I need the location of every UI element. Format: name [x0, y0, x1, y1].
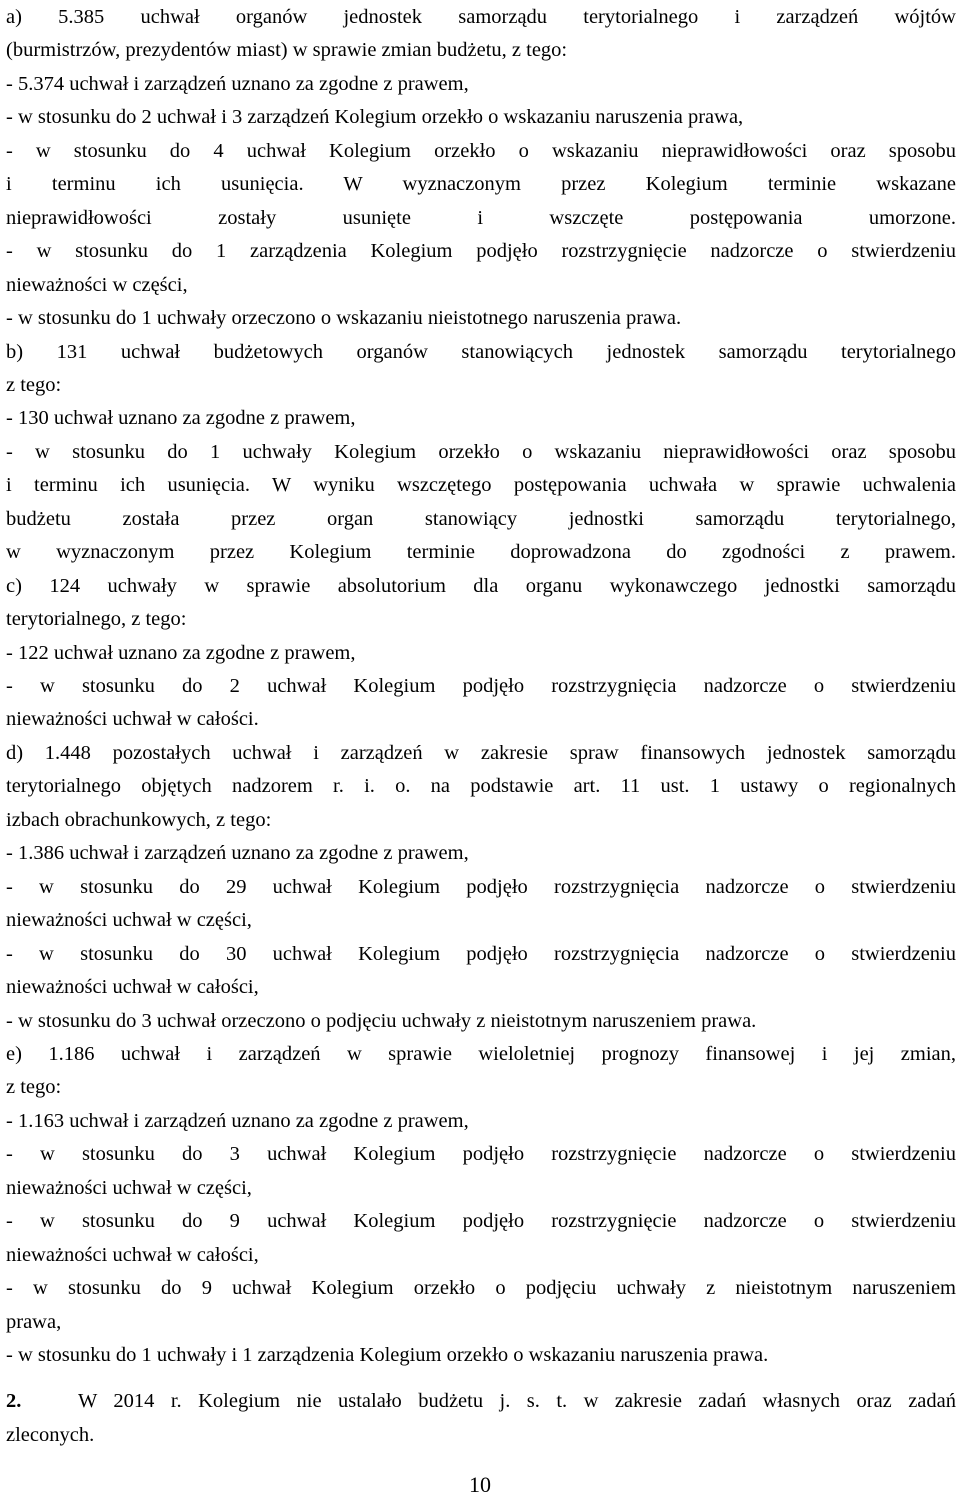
text-line: nieważności uchwał w całości, [6, 1243, 259, 1266]
text-line: - 5.374 uchwał i zarządzeń uznano za zgodne z prawem, [6, 72, 469, 95]
text-line: - w stosunku do 30 uchwał Kolegium podjęło rozstrzygnięcia nadzorcze o stwierdzeniu [6, 942, 956, 965]
text-line: nieważności uchwał w części, [6, 909, 252, 932]
text-line: - w stosunku do 9 uchwał Kolegium orzekło o podjęciu uchwały z nieistotnym naruszeniem [6, 1277, 956, 1300]
text-line: - w stosunku do 29 uchwał Kolegium podjęło rozstrzygnięcia nadzorcze o stwierdzeniu [6, 875, 956, 898]
text-line: prawa, [6, 1310, 62, 1333]
text-line: - w stosunku do 9 uchwał Kolegium podjęło rozstrzygnięcie nadzorcze o stwierdzeniu [6, 1210, 956, 1233]
text-line: nieważności uchwał w części, [6, 1176, 252, 1199]
text-line: - w stosunku do 3 uchwał Kolegium podjęło rozstrzygnięcie nadzorcze o stwierdzeniu [6, 1143, 956, 1166]
text-line: nieprawidłowości zostały usunięte i wszczęte postępowania umorzone. [6, 206, 956, 229]
text-line: terytorialnego objętych nadzorem r. i. o. na podstawie art. 11 ust. 1 ustawy o regionalnych [6, 775, 956, 798]
section-2-text: W 2014 r. Kolegium nie ustalało budżetu j. s. t. w zakresie zadań własnych oraz zadań [78, 1390, 956, 1412]
text-line: (burmistrzów, prezydentów miast) w sprawie zmian budżetu, z tego: [6, 39, 568, 62]
page-number: 10 [469, 1472, 491, 1497]
text-line: z tego: [6, 373, 62, 396]
text-line: d) 1.448 pozostałych uchwał i zarządzeń w zakresie spraw finansowych jednostek samorządu [6, 741, 956, 764]
text-line: - 1.163 uchwał i zarządzeń uznano za zgodne z prawem, [6, 1109, 469, 1132]
text-line: c) 124 uchwały w sprawie absolutorium dla organu wykonawczego jednostki samorządu [6, 574, 956, 597]
text-line: - 1.386 uchwał i zarządzeń uznano za zgodne z prawem, [6, 842, 469, 865]
text-line: - w stosunku do 3 uchwał orzeczono o podjęciu uchwały z nieistotnym naruszeniem prawa. [6, 1009, 757, 1032]
text-line: - w stosunku do 1 uchwały orzeczono o wskazaniu nieistotnego naruszenia prawa. [6, 307, 682, 330]
section-2-continuation: zleconych. [6, 1424, 95, 1446]
text-line: - w stosunku do 1 zarządzenia Kolegium podjęło rozstrzygnięcie nadzorcze o stwierdzeniu [6, 240, 956, 263]
text-line: - w stosunku do 2 uchwał Kolegium podjęło rozstrzygnięcia nadzorcze o stwierdzeniu [6, 675, 956, 697]
text-line: nieważności uchwał w całości, [6, 976, 259, 999]
text-line: nieważności w części, [6, 273, 188, 296]
text-line: - w stosunku do 1 uchwały i 1 zarządzenia Kolegium orzekło o wskazaniu naruszenia prawa. [6, 1344, 769, 1366]
text-line: - w stosunku do 4 uchwał Kolegium orzekło o wskazaniu nieprawidłowości oraz sposobu [6, 139, 956, 162]
section-number: 2. [6, 1390, 22, 1412]
text-line: terytorialnego, z tego: [6, 608, 187, 631]
text-line: z tego: [6, 1076, 62, 1099]
text-line: b) 131 uchwał budżetowych organów stanowiących jednostek samorządu terytorialnego [6, 340, 956, 363]
text-line: - 130 uchwał uznano za zgodne z prawem, [6, 407, 356, 430]
text-line: i terminu ich usunięcia. W wyniku wszczętego postępowania uchwała w sprawie uchwalenia [6, 474, 956, 497]
text-line: nieważności uchwał w całości. [6, 708, 259, 731]
text-line: a) 5.385 uchwał organów jednostek samorządu terytorialnego i zarządzeń wójtów [6, 6, 956, 28]
text-line: w wyznaczonym przez Kolegium terminie doprowadzona do zgodności z prawem. [6, 541, 956, 564]
text-line: budżetu została przez organ stanowiący jednostki samorządu terytorialnego, [6, 507, 956, 530]
text-line: e) 1.186 uchwał i zarządzeń w sprawie wieloletniej prognozy finansowej i jej zmian, [6, 1042, 956, 1065]
text-line: i terminu ich usunięcia. W wyznaczonym przez Kolegium terminie wskazane [6, 173, 956, 196]
text-line: - 122 uchwał uznano za zgodne z prawem, [6, 641, 356, 664]
text-line: - w stosunku do 2 uchwał i 3 zarządzeń Kolegium orzekło o wskazaniu naruszenia prawa, [6, 106, 744, 129]
text-line: - w stosunku do 1 uchwały Kolegium orzekło o wskazaniu nieprawidłowości oraz sposobu [6, 440, 956, 463]
text-line: izbach obrachunkowych, z tego: [6, 808, 272, 831]
